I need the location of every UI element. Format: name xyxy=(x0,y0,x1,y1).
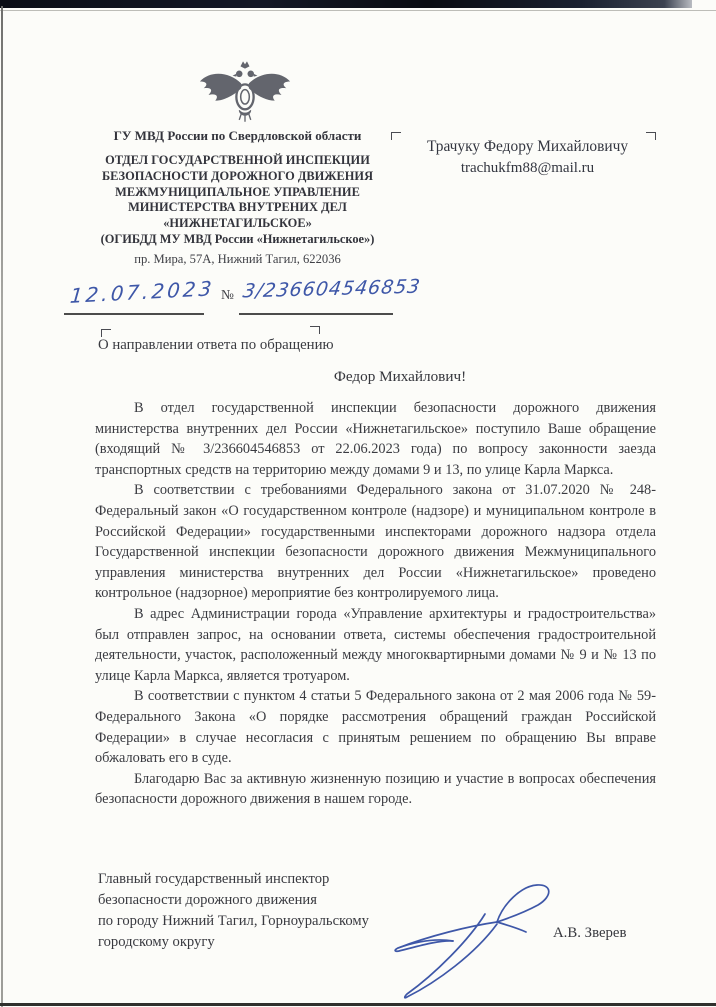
reference-line xyxy=(0,275,480,320)
org-postal-address: пр. Мира, 57А, Нижний Тагил, 622036 xyxy=(134,252,341,266)
body-paragraph: Благодарю Вас за активную жизненную позицию и участие в вопросах обеспечения безопасности дорожного движения в нашем городе. xyxy=(95,770,656,808)
org-title-line: ОТДЕЛ ГОСУДАРСТВЕННОЙ ИНСПЕКЦИИ xyxy=(105,153,370,167)
org-title-line: МИНИСТЕРСТВА ВНУТРЕНИХ ДЕЛ xyxy=(128,200,347,215)
signer-position-line: по городу Нижний Тагил, Горноуральскому xyxy=(98,913,369,929)
body-paragraph: В соответствии с требованиями Федерального закона от 31.07.2020 № 248-Федеральный закон «О государственном контроле (надзоре) и муниципальном контроле в Российской Федерации» государственными инспекторами дорожного надзора отдела Государственной инспекции безопасности дорожного движения Межмуниципального управления министерства внутренних дел России «Нижнетагильское» проведено контрольное (надзорное) мероприятие без контролируемого лица. xyxy=(95,482,656,602)
letter-body xyxy=(95,398,656,810)
signer-name: А.В. Зверев xyxy=(553,925,627,941)
addressee-name: Трачуку Федору Михайловичу xyxy=(426,138,629,155)
number-underline xyxy=(239,313,393,315)
handwritten-outgoing-number: 3/236604546853 xyxy=(241,275,423,303)
signer-position-line: Главный государственный инспектор xyxy=(98,871,330,887)
org-title-block xyxy=(55,153,420,248)
body-paragraph: В отдел государственной инспекции безопасности дорожного движения министерства внутренних дел России «Нижнетагильское» поступило Ваше обращение (входящий № 3/236604546853 от 22.06.2023 года) по вопросу законности заезда транспортных средств на территорию между домами 9 и 13, по улице Карла Маркса. xyxy=(95,400,656,478)
parent-org-title: ГУ МВД России по Свердловской области xyxy=(113,128,362,143)
date-underline xyxy=(64,313,204,315)
number-sign: № xyxy=(221,287,234,302)
org-title-line: БЕЗОПАСНОСТИ ДОРОЖНОГО ДВИЖЕНИЯ xyxy=(101,168,374,183)
corner-mark-left-icon xyxy=(101,329,111,337)
body-paragraph: В адрес Администрации города «Управление архитектуры и градостроительства» был отправлен запрос, на основании ответа, системы обеспечения градостроительной деятельности, участок, расположенный между многоквартирными домами № 9 и № 13 по улице Карла Маркса, является тротуаром. xyxy=(95,605,656,684)
org-title-line: «НИЖНЕТАГИЛЬСКОЕ» xyxy=(163,216,312,231)
org-title-line: (ОГИБДД МУ МВД России «Нижнетагильское») xyxy=(100,231,375,246)
subject-line: О направлении ответа по обращению xyxy=(98,337,334,353)
mvd-eagle-emblem-icon xyxy=(197,60,293,126)
scan-artifact-left-edge xyxy=(1,6,3,1007)
handwritten-date: 12.07.2023 xyxy=(69,276,216,308)
signer-position-line: городскому округу xyxy=(98,934,215,950)
org-title-line: МЕЖМУНИЦИПАЛЬНОЕ УПРАВЛЕНИЕ xyxy=(115,184,360,199)
scan-artifact-bottom-edge xyxy=(0,1003,716,1006)
salutation: Федор Михайлович! xyxy=(333,368,467,385)
scan-artifact-top-band xyxy=(0,0,692,8)
corner-mark-right-icon xyxy=(310,326,320,334)
addressee-email: trachukfm88@mail.ru xyxy=(460,160,595,176)
scan-artifact-top-line xyxy=(0,10,716,11)
handwritten-signature xyxy=(385,878,560,1003)
signer-position-line: безопасности дорожного движения xyxy=(98,892,317,908)
body-paragraph: В соответствии с пунктом 4 статьи 5 Федерального закона от 2 мая 2006 года № 59-Федерального Закона «О порядке рассмотрения обращений граждан Российской Федерации» в случае несогласия с принятым решением по обращению Вы вправе обжаловать его в суде. xyxy=(95,688,656,767)
